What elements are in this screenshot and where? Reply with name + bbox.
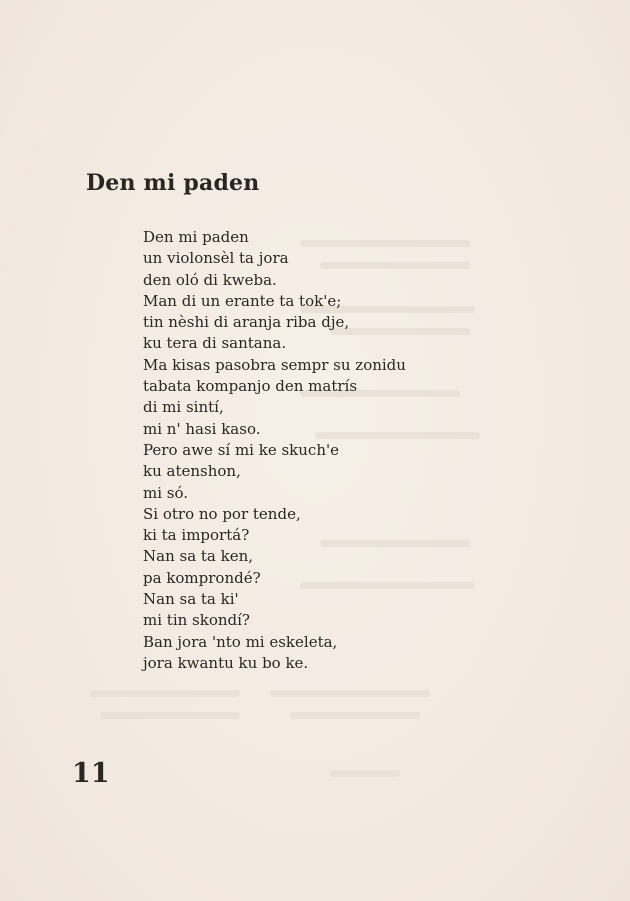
poem-line: ki ta importá? — [143, 526, 250, 545]
bleed-through-line — [290, 712, 420, 719]
poem-line: mi só. — [143, 483, 189, 502]
poem-line: ku tera di santana. — [143, 334, 287, 353]
poem-line: tabata kompanjo den matrís — [143, 377, 358, 396]
poem-line: Den mi paden — [143, 228, 249, 246]
poem-line: Ma kisas pasobra sempr su zonidu — [143, 355, 406, 374]
bleed-through-line — [270, 690, 430, 697]
poem-line: Nan sa ta ken, — [143, 547, 254, 566]
bleed-through-line — [330, 770, 400, 777]
poem-line: jora kwantu ku bo ke. — [143, 653, 309, 672]
poem-line: pa komprondé? — [143, 568, 261, 587]
poem-line: Pero awe sí mi ke skuch'e — [143, 440, 339, 459]
poem-line: den oló di kweba. — [143, 270, 277, 289]
poem-line: Ban jora 'nto mi eskeleta, — [143, 632, 338, 651]
bleed-through-line — [100, 712, 240, 719]
bleed-through-line — [90, 690, 240, 697]
poem-title: Den mi paden — [86, 170, 260, 196]
poem-line: mi n' hasi kaso. — [143, 419, 261, 438]
page-number: 11 — [72, 758, 110, 789]
poem-line: un violonsèl ta jora — [143, 249, 289, 268]
poem-line: tin nèshi di aranja riba dje, — [143, 313, 350, 332]
poem-body — [143, 227, 473, 674]
poem-line: mi tin skondí? — [143, 611, 250, 630]
poem-line: Nan sa ta ki' — [143, 590, 239, 609]
poem-line: Man di un erante ta tok'e; — [143, 291, 342, 310]
poem-line: ku atenshon, — [143, 462, 241, 481]
poem-line: Si otro no por tende, — [143, 504, 301, 523]
poem-line: di mi sintí, — [143, 398, 224, 417]
